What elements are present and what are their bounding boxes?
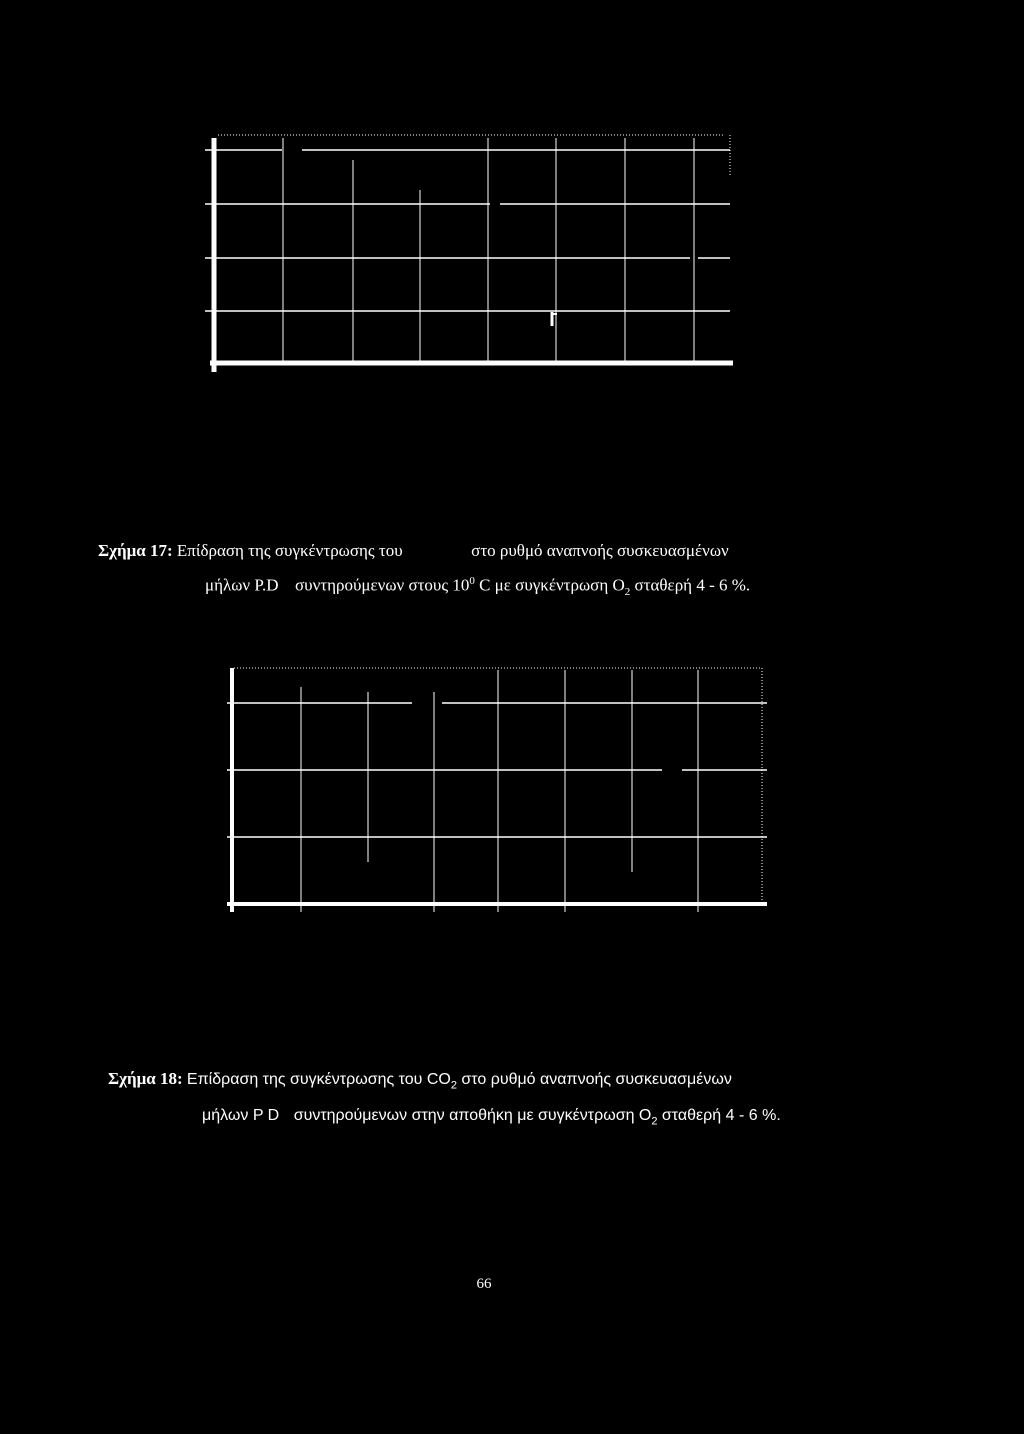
- figure-18-caption-sub-2: 2: [651, 1115, 658, 1128]
- figure-17-caption-text-2b: συντηρούμενων στους 10: [294, 575, 470, 595]
- figure-17-caption-degree: 0: [469, 575, 475, 587]
- figure-17-caption-text-1: Επίδραση της συγκέντρωσης του: [176, 541, 403, 560]
- figure-18-caption-text-2b: συντηρούμενων στην αποθήκη με συγκέντρωση O: [293, 1107, 652, 1125]
- figure-18-label: Σχήμα 18:: [108, 1069, 183, 1088]
- figure-17-caption-text-2a: μήλων P.D: [205, 575, 279, 595]
- figure-17-caption-sub: 2: [624, 586, 631, 599]
- figure-17-caption-text-2d: C με συγκέντρωση O: [474, 575, 625, 595]
- figure-18-caption-text-1: Επίδραση της συγκέντρωσης του CO: [186, 1071, 451, 1088]
- page-number: 66: [476, 1276, 492, 1292]
- figure-18-chart: [222, 662, 772, 917]
- figure-17-chart: [200, 130, 740, 375]
- figure-18-caption-text-2c: σταθερή 4 - 6 %.: [657, 1107, 781, 1125]
- figure-17-caption: [98, 536, 750, 607]
- figure-18-caption: [108, 1064, 781, 1137]
- figure-18-caption-text-1b: στο ρυθμό αναπνοής συσκευασμένων: [456, 1071, 732, 1088]
- figure-17-caption-text-2f: σταθερή 4 - 6 %.: [630, 575, 751, 595]
- figure-18-caption-text-2a: μήλων P D: [202, 1107, 280, 1125]
- figure-17-caption-text-1b: στο ρυθμό αναπνοής συσκευασμένων: [471, 541, 729, 560]
- figure-18-caption-sub-1: 2: [450, 1079, 457, 1092]
- figure-17-label: Σχήμα 17:: [98, 541, 173, 560]
